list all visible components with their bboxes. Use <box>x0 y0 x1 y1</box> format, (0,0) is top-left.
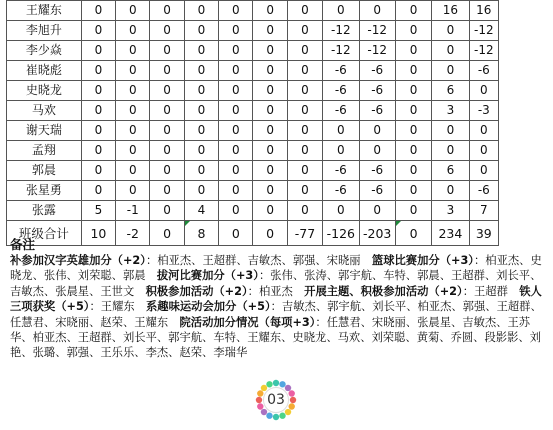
score-cell: 0 <box>253 201 287 221</box>
note-heading: 系趣味运动会加分（+5） <box>145 300 271 314</box>
score-cell: 0 <box>219 201 253 221</box>
score-cell: 0 <box>150 201 184 221</box>
total-label: 班级合计 <box>7 221 82 246</box>
score-cell: 0 <box>81 1 115 21</box>
score-cell: 0 <box>469 161 498 181</box>
score-cell: 0 <box>323 141 359 161</box>
student-name: 张露 <box>7 201 82 221</box>
score-cell: 0 <box>219 141 253 161</box>
score-cell: 0 <box>81 41 115 61</box>
table-row <box>7 141 499 161</box>
score-cell: 0 <box>395 1 431 21</box>
page-number: 03 <box>267 392 285 408</box>
score-cell: -6 <box>469 181 498 201</box>
score-cell: 0 <box>253 121 287 141</box>
score-cell: 0 <box>184 141 218 161</box>
score-cell: 0 <box>395 161 431 181</box>
score-cell: 0 <box>359 201 395 221</box>
score-cell: 0 <box>150 81 184 101</box>
score-cell: 0 <box>323 121 359 141</box>
score-cell: 0 <box>395 221 431 246</box>
student-name: 王耀东 <box>7 1 82 21</box>
score-cell: 0 <box>150 21 184 41</box>
note-heading: 院活动加分情况（每项+3） <box>179 315 316 329</box>
score-cell: 16 <box>469 1 498 21</box>
score-cell: 0 <box>253 221 287 246</box>
table-row <box>7 161 499 181</box>
score-cell: 0 <box>323 1 359 21</box>
student-name: 谢天瑞 <box>7 121 82 141</box>
score-cell: 0 <box>116 181 150 201</box>
score-cell: 0 <box>150 161 184 181</box>
student-name: 孟翔 <box>7 141 82 161</box>
score-cell: 0 <box>287 81 322 101</box>
note-detail: ：张伟、张涛、郭宇航、车特、郭晨、王超群、刘长平、吉敏杰、张晨星、王世文 <box>10 269 542 298</box>
score-cell: 234 <box>432 221 469 246</box>
score-table <box>6 0 499 246</box>
score-cell: 0 <box>432 21 469 41</box>
score-cell: 0 <box>116 21 150 41</box>
score-cell: 0 <box>395 181 431 201</box>
student-name: 李少焱 <box>7 41 82 61</box>
score-cell: -6 <box>323 101 359 121</box>
score-cell: 0 <box>150 61 184 81</box>
score-cell: 0 <box>432 121 469 141</box>
score-cell: 0 <box>287 201 322 221</box>
score-cell: 0 <box>287 41 322 61</box>
score-cell: -12 <box>359 21 395 41</box>
score-cell: 0 <box>287 181 322 201</box>
student-name: 马欢 <box>7 101 82 121</box>
score-cell: 0 <box>287 101 322 121</box>
score-cell: 0 <box>184 61 218 81</box>
score-cell: 6 <box>432 161 469 181</box>
note-heading: 开展主题、积极参加活动（+2） <box>304 284 463 298</box>
student-name: 李旭升 <box>7 21 82 41</box>
score-cell: -6 <box>359 81 395 101</box>
score-cell: -3 <box>469 101 498 121</box>
table-row <box>7 121 499 141</box>
score-cell: 0 <box>184 121 218 141</box>
score-cell: 0 <box>432 141 469 161</box>
score-cell: -6 <box>469 61 498 81</box>
score-cell: -6 <box>359 181 395 201</box>
score-cell: -6 <box>323 161 359 181</box>
score-cell: 0 <box>81 121 115 141</box>
score-cell: 0 <box>323 201 359 221</box>
note-heading: 篮球比赛加分（+3） <box>371 254 474 267</box>
score-cell: 0 <box>116 81 150 101</box>
score-cell: 0 <box>150 1 184 21</box>
score-cell: 0 <box>359 141 395 161</box>
score-cell: 0 <box>219 181 253 201</box>
score-cell: 0 <box>184 161 218 181</box>
score-cell: 0 <box>184 41 218 61</box>
score-cell: -12 <box>359 41 395 61</box>
note-detail: ：任慧君、宋晓丽、张晨星、吉敏杰、王苏华、柏亚杰、王超群、刘长平、郭宇航、车特、王耀东、史晓龙、马欢、刘荣聪、黄菊、乔圆、段影影、刘艳、张璐、郭强、王乐乐、李杰、赵荣、李瑞华 <box>10 315 541 360</box>
score-cell: 0 <box>469 81 498 101</box>
score-cell: 10 <box>81 221 115 246</box>
score-cell: 0 <box>150 121 184 141</box>
score-cell: 0 <box>395 141 431 161</box>
score-cell: 3 <box>432 101 469 121</box>
note-heading: 补参加汉字英雄加分（+2） <box>10 254 146 267</box>
score-cell: 8 <box>184 221 218 246</box>
score-cell: -6 <box>323 61 359 81</box>
note-detail: ：柏亚杰、王超群、吉敏杰、郭强、宋晓丽 <box>145 254 372 267</box>
note-detail: ：王超群 <box>462 284 520 298</box>
score-cell: -6 <box>323 181 359 201</box>
score-cell: 0 <box>219 41 253 61</box>
score-cell: 3 <box>432 201 469 221</box>
score-cell: 0 <box>81 141 115 161</box>
score-cell: 0 <box>150 221 184 246</box>
score-cell: 0 <box>253 41 287 61</box>
score-cell: -126 <box>323 221 359 246</box>
page-number-badge <box>254 378 298 422</box>
score-cell: 0 <box>219 61 253 81</box>
score-cell: 0 <box>395 41 431 61</box>
score-cell: 0 <box>395 201 431 221</box>
score-cell: 0 <box>469 141 498 161</box>
score-cell: 0 <box>116 141 150 161</box>
score-cell: 0 <box>116 121 150 141</box>
score-cell: 0 <box>432 61 469 81</box>
score-cell: 0 <box>395 61 431 81</box>
table-row <box>7 181 499 201</box>
score-cell: 4 <box>184 201 218 221</box>
score-cell: -203 <box>359 221 395 246</box>
score-cell: 0 <box>395 81 431 101</box>
score-cell: 0 <box>150 181 184 201</box>
score-cell: 0 <box>287 141 322 161</box>
score-cell: 0 <box>184 101 218 121</box>
score-cell: 0 <box>219 121 253 141</box>
score-cell: -2 <box>116 221 150 246</box>
note-heading: 铁人三项获奖（+5） <box>10 284 542 314</box>
student-name: 郭晨 <box>7 161 82 181</box>
score-cell: 0 <box>287 1 322 21</box>
score-cell: 0 <box>81 181 115 201</box>
score-cell: -77 <box>287 221 322 246</box>
score-cell: 0 <box>432 181 469 201</box>
score-cell: 0 <box>116 1 150 21</box>
notes-title: 备注 <box>10 237 36 252</box>
score-cell: -6 <box>359 161 395 181</box>
score-cell: -12 <box>323 21 359 41</box>
note-heading: 积极参加活动（+2） <box>145 284 248 298</box>
score-cell: 16 <box>432 1 469 21</box>
score-cell: 0 <box>219 101 253 121</box>
score-cell: 0 <box>287 121 322 141</box>
score-cell: 0 <box>253 21 287 41</box>
score-cell: 5 <box>81 201 115 221</box>
table-row <box>7 101 499 121</box>
score-cell: 0 <box>184 1 218 21</box>
score-cell: 0 <box>219 161 253 181</box>
score-cell: 0 <box>253 81 287 101</box>
table-row <box>7 1 499 21</box>
score-cell: 0 <box>253 141 287 161</box>
score-cell: 0 <box>395 21 431 41</box>
score-cell: 0 <box>469 121 498 141</box>
score-cell: 0 <box>116 101 150 121</box>
score-cell: 0 <box>150 41 184 61</box>
score-cell: -6 <box>359 61 395 81</box>
score-cell: 0 <box>219 81 253 101</box>
score-cell: 7 <box>469 201 498 221</box>
note-heading: 拔河比赛加分（+3） <box>156 269 259 283</box>
table-row <box>7 81 499 101</box>
note-detail: ：柏亚杰、史晓龙、张伟、刘荣聪、郭晨 <box>10 254 542 283</box>
score-cell: 0 <box>253 1 287 21</box>
note-detail: ：王耀东 <box>89 300 146 314</box>
score-cell: 0 <box>253 181 287 201</box>
table-row <box>7 201 499 221</box>
score-cell: -6 <box>359 101 395 121</box>
score-cell: 0 <box>432 41 469 61</box>
table-row <box>7 61 499 81</box>
score-cell: 0 <box>287 161 322 181</box>
score-cell: 0 <box>219 21 253 41</box>
score-cell: 0 <box>219 221 253 246</box>
score-cell: 0 <box>359 1 395 21</box>
notes-text <box>10 253 542 361</box>
score-cell: 0 <box>253 101 287 121</box>
score-cell: 0 <box>116 161 150 181</box>
score-cell: -6 <box>323 81 359 101</box>
student-name: 史晓龙 <box>7 81 82 101</box>
score-cell: 0 <box>184 81 218 101</box>
score-cell: 0 <box>359 121 395 141</box>
score-cell: 0 <box>219 1 253 21</box>
score-cell: 0 <box>253 161 287 181</box>
score-cell: 0 <box>395 121 431 141</box>
score-cell: 0 <box>253 61 287 81</box>
table-row <box>7 41 499 61</box>
score-cell: 39 <box>469 221 498 246</box>
student-name: 崔晓彪 <box>7 61 82 81</box>
score-cell: -12 <box>323 41 359 61</box>
student-name: 张星勇 <box>7 181 82 201</box>
score-cell: 0 <box>81 161 115 181</box>
score-cell: 0 <box>116 41 150 61</box>
score-cell: 0 <box>81 61 115 81</box>
score-cell: 0 <box>81 81 115 101</box>
score-cell: 0 <box>116 61 150 81</box>
score-cell: 0 <box>395 101 431 121</box>
score-cell: 6 <box>432 81 469 101</box>
score-cell: 0 <box>287 61 322 81</box>
score-cell: 0 <box>150 141 184 161</box>
score-cell: 0 <box>81 21 115 41</box>
score-table-body <box>7 1 499 246</box>
score-cell: 0 <box>184 181 218 201</box>
score-cell: 0 <box>81 101 115 121</box>
notes-section <box>10 236 542 361</box>
score-cell: 0 <box>184 21 218 41</box>
score-cell: -12 <box>469 21 498 41</box>
score-cell: -1 <box>116 201 150 221</box>
score-cell: 0 <box>150 101 184 121</box>
note-detail: ：吉敏杰、郭宇航、刘长平、柏亚杰、郭强、王超群、任慧君、宋晓丽、赵荣、王耀东 <box>10 300 542 329</box>
score-cell: 0 <box>287 21 322 41</box>
table-row <box>7 21 499 41</box>
note-detail: ：柏亚杰 <box>247 284 305 298</box>
score-cell: -12 <box>469 41 498 61</box>
